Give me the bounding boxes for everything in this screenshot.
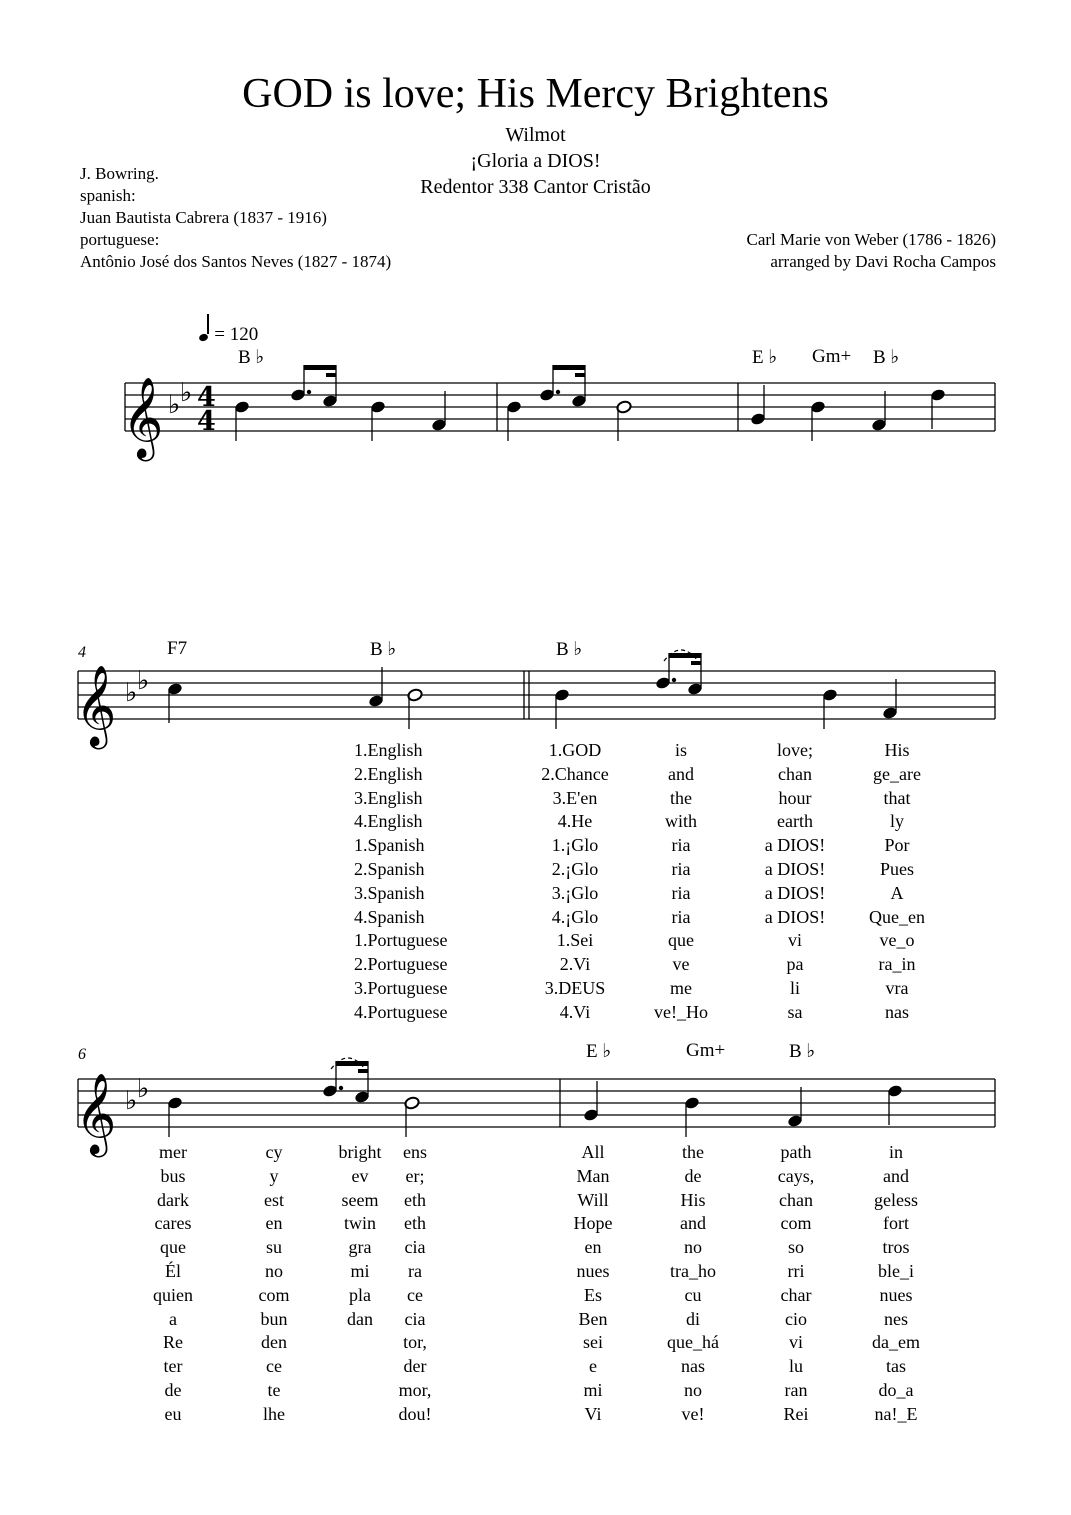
flat-icon: ♭ — [168, 390, 181, 420]
lyric-syllable: cy — [265, 1142, 283, 1162]
lyric-syllable: cia — [404, 1237, 426, 1258]
beam — [575, 373, 585, 377]
lyric-syllable: 3.¡Glo — [551, 882, 599, 903]
lyric-syllable: ter — [163, 1356, 183, 1377]
lyric-syllable: dan — [347, 1308, 373, 1329]
lyric-syllable: and — [680, 1213, 706, 1234]
lyric-syllable: di — [685, 1308, 700, 1329]
lyric-syllable: cio — [785, 1308, 807, 1329]
verse-label: 3.English — [354, 787, 423, 808]
lyric-syllable: mor, — [398, 1380, 432, 1400]
lyric-syllable: 3.DEUS — [544, 978, 606, 998]
treble-clef-icon: 𝄞 — [75, 1072, 117, 1154]
lyric-syllable: 4.¡Glo — [551, 906, 599, 927]
lyric-syllable: er; — [405, 1165, 425, 1186]
lyric-syllable: His — [884, 740, 910, 760]
poet-line: Juan Bautista Cabrera (1837 - 1916) — [80, 208, 327, 227]
chord-symbol: B ♭ — [238, 347, 265, 368]
beam — [669, 653, 701, 658]
lyric-syllable: nes — [884, 1308, 908, 1329]
lyric-syllable: with — [664, 811, 697, 832]
lyric-syllable: de — [164, 1380, 182, 1400]
lyric-syllable: te — [267, 1380, 281, 1400]
lyric-syllable: vi — [787, 930, 802, 951]
time-signature: 4 — [197, 406, 216, 437]
lyric-syllable: nues — [879, 1284, 913, 1305]
lyric-syllable: ce — [266, 1356, 282, 1377]
flat-icon: ♭ — [137, 1074, 150, 1104]
lyric-syllable: no — [684, 1380, 702, 1400]
lyric-syllable: tra_ho — [670, 1261, 716, 1281]
lyric-syllable: a DIOS! — [764, 882, 826, 903]
verse-label: 4.Spanish — [354, 906, 425, 927]
lyric-syllable: ble_i — [878, 1261, 914, 1281]
lyric-syllable: the — [670, 787, 692, 808]
chord-symbol: B ♭ — [370, 639, 397, 660]
lyric-syllable: Él — [165, 1261, 181, 1281]
time-signature: 4 — [197, 382, 216, 413]
lyric-syllable: dou! — [398, 1403, 432, 1424]
treble-clef-icon: 𝄞 — [75, 664, 117, 746]
lyric-syllable: ra_in — [878, 954, 916, 975]
beam — [326, 373, 336, 377]
lyric-syllable: chan — [779, 1189, 813, 1210]
lyric-syllable: 2.¡Glo — [551, 859, 599, 879]
subtitle-tune: Wilmot — [505, 124, 566, 146]
lyric-syllable: ens — [403, 1142, 427, 1162]
lyric-syllable: chan — [778, 763, 812, 784]
lyric-syllable: ev — [351, 1165, 369, 1186]
page-title: GOD is love; His Mercy Brightens — [242, 71, 829, 117]
chord-symbol: B ♭ — [789, 1041, 816, 1062]
lyric-syllable: eth — [404, 1189, 426, 1210]
lyric-syllable: 4.He — [557, 811, 593, 832]
lyric-syllable: ve!_Ho — [654, 1001, 708, 1022]
lyric-syllable: gra — [348, 1237, 372, 1258]
dot — [339, 1086, 343, 1090]
lyric-syllable: cia — [404, 1308, 426, 1329]
lyric-syllable: rri — [787, 1261, 805, 1281]
lyric-syllable: Re — [163, 1332, 183, 1353]
lyric-syllable: twin — [343, 1213, 376, 1234]
verse-label: 4.English — [354, 811, 423, 832]
lyric-syllable: mi — [583, 1380, 603, 1400]
verse-label: 3.Spanish — [354, 882, 425, 903]
measure-number: 6 — [78, 1046, 86, 1063]
lyric-syllable: que — [160, 1237, 186, 1258]
lyric-syllable: est — [264, 1189, 284, 1210]
beam — [691, 661, 701, 665]
beam — [304, 365, 336, 370]
lyric-syllable: sei — [583, 1332, 603, 1353]
composer-line: Carl Marie von Weber (1786 - 1826) — [746, 230, 996, 249]
lyric-syllable: 1.Sei — [556, 930, 594, 951]
lyric-syllable: ria — [671, 882, 691, 903]
lyric-syllable: ce — [407, 1284, 423, 1305]
chord-symbol: Gm+ — [686, 1040, 726, 1061]
lyric-syllable: ve_o — [879, 930, 915, 951]
lyric-syllable: ly — [889, 811, 904, 832]
treble-clef-icon: 𝄞 — [122, 376, 164, 458]
lyric-syllable: ve! — [681, 1403, 705, 1424]
beam — [336, 1061, 368, 1066]
lyric-syllable: Rei — [783, 1403, 809, 1424]
lyric-syllable: mer — [159, 1142, 187, 1162]
lyric-syllable: geless — [874, 1189, 918, 1210]
flat-icon: ♭ — [125, 1086, 138, 1116]
lyric-syllable: Vi — [584, 1403, 602, 1424]
beam — [358, 1069, 368, 1073]
lyric-syllable: tros — [882, 1237, 910, 1258]
lyric-syllable: that — [883, 787, 911, 808]
poet-line: J. Bowring. — [80, 164, 159, 183]
lyric-syllable: path — [780, 1142, 812, 1162]
verse-label: 1.Portuguese — [354, 930, 448, 951]
lyric-syllable: com — [258, 1284, 290, 1305]
lyric-syllable: vi — [788, 1332, 803, 1353]
lyric-syllable: lu — [788, 1356, 803, 1377]
lyric-syllable: que — [668, 930, 694, 951]
lyric-syllable: ria — [671, 859, 691, 879]
lyric-syllable: su — [265, 1237, 282, 1258]
lyric-syllable: e — [589, 1356, 597, 1377]
subtitle-hymnals: Redentor 338 Cantor Cristão — [420, 176, 651, 198]
lyric-syllable: a — [169, 1308, 177, 1329]
lyric-syllable: 1.GOD — [548, 740, 602, 760]
lyric-syllable: hour — [778, 787, 812, 808]
lyric-syllable: the — [682, 1142, 704, 1162]
lyric-syllable: en — [265, 1213, 283, 1234]
lyric-syllable: lhe — [263, 1403, 285, 1424]
verse-label: 2.Spanish — [354, 859, 425, 879]
flat-icon: ♭ — [180, 378, 193, 408]
lyric-syllable: love; — [777, 740, 813, 760]
chord-symbol: E ♭ — [752, 347, 778, 368]
lyric-syllable: a DIOS! — [764, 906, 826, 927]
lyric-syllable: mi — [350, 1261, 370, 1281]
poet-line: spanish: — [80, 186, 136, 205]
chord-symbol: Gm+ — [812, 346, 852, 367]
lyric-syllable: nues — [576, 1261, 610, 1281]
lyric-syllable: pla — [349, 1284, 371, 1305]
lyric-syllable: Es — [584, 1284, 602, 1305]
lyric-syllable: ran — [784, 1380, 808, 1400]
lyric-syllable: char — [780, 1284, 812, 1305]
lyric-syllable: cares — [154, 1213, 192, 1234]
lyric-syllable: quien — [153, 1284, 193, 1305]
lyric-syllable: 2.Chance — [541, 763, 609, 784]
lyric-syllable: na!_E — [874, 1403, 918, 1424]
verse-label: 1.English — [354, 740, 423, 760]
lyric-syllable: der — [403, 1356, 427, 1377]
lyric-syllable: no — [265, 1261, 283, 1281]
lyric-syllable: que_há — [667, 1332, 719, 1353]
chord-symbol: F7 — [167, 638, 188, 659]
lyric-syllable: earth — [777, 811, 813, 832]
lyric-syllable: nas — [681, 1356, 705, 1377]
verse-label: 2.English — [354, 763, 423, 784]
lyric-syllable: His — [680, 1189, 706, 1210]
lyric-syllable: ra — [408, 1261, 422, 1281]
lyric-syllable: do_a — [878, 1380, 914, 1400]
lyric-syllable: bus — [160, 1165, 186, 1186]
subtitle-spanish: ¡Gloria a DIOS! — [470, 150, 601, 172]
lyric-syllable: ge_are — [873, 763, 921, 784]
lyric-syllable: tas — [886, 1356, 906, 1377]
lyric-syllable: Que_en — [869, 906, 925, 927]
verse-label: 2.Portuguese — [354, 954, 448, 975]
verse-label: 4.Portuguese — [354, 1001, 448, 1022]
lyric-syllable: seem — [341, 1189, 379, 1210]
lyric-syllable: sa — [787, 1001, 803, 1022]
lyric-syllable: da_em — [872, 1332, 920, 1353]
tempo-mark: = 120 — [199, 320, 258, 346]
lyric-syllable: in — [888, 1142, 903, 1162]
lyric-syllable: Pues — [879, 859, 914, 879]
lyric-syllable: 3.E'en — [552, 787, 598, 808]
lyric-syllable: Will — [577, 1189, 609, 1210]
lyric-syllable: den — [261, 1332, 287, 1353]
lyric-syllable: cays, — [777, 1165, 815, 1186]
lyric-syllable: Man — [576, 1165, 610, 1186]
lyric-syllable: ria — [671, 835, 691, 856]
lyric-syllable: vra — [885, 978, 909, 998]
lyric-syllable: fort — [883, 1213, 909, 1234]
lyric-syllable: en — [584, 1237, 602, 1258]
chord-symbol: B ♭ — [873, 347, 900, 368]
lyric-syllable: nas — [885, 1001, 909, 1022]
lyric-syllable: de — [684, 1165, 702, 1186]
lyric-syllable: 4.Vi — [559, 1001, 591, 1022]
flat-icon: ♭ — [137, 666, 150, 696]
lyric-syllable: 2.Vi — [559, 954, 591, 975]
lyric-syllable: and — [883, 1165, 909, 1186]
lyric-syllable: Hope — [573, 1213, 613, 1234]
chord-symbol: E ♭ — [586, 1041, 612, 1062]
verse-label: 1.Spanish — [354, 835, 425, 856]
poet-line: Antônio José dos Santos Neves (1827 - 1874) — [80, 252, 392, 271]
dot — [672, 678, 676, 682]
lyric-syllable: cu — [684, 1284, 702, 1305]
poet-line: portuguese: — [80, 230, 160, 249]
lyric-syllable: eu — [164, 1403, 182, 1424]
lyric-syllable: A — [890, 882, 904, 903]
lyric-syllable: bright — [338, 1142, 382, 1162]
flat-icon: ♭ — [125, 678, 138, 708]
verse-label: 3.Portuguese — [354, 978, 448, 998]
lyric-syllable: so — [787, 1237, 804, 1258]
lyric-syllable: and — [668, 763, 694, 784]
dot — [556, 390, 560, 394]
lyric-syllable: com — [780, 1213, 812, 1234]
lyric-syllable: Por — [884, 835, 910, 856]
lyric-syllable: dark — [157, 1189, 189, 1210]
beam — [553, 365, 585, 370]
lyric-syllable: no — [684, 1237, 702, 1258]
lyric-syllable: bun — [260, 1308, 288, 1329]
measure-number: 4 — [78, 644, 86, 661]
lyric-syllable: ria — [671, 906, 691, 927]
lyric-syllable: tor, — [403, 1332, 427, 1353]
lyric-syllable: is — [674, 740, 687, 760]
lyric-syllable: eth — [404, 1213, 426, 1234]
lyric-syllable: me — [670, 978, 692, 998]
lyric-syllable: Ben — [578, 1308, 608, 1329]
chord-symbol: B ♭ — [556, 639, 583, 660]
lyric-syllable: All — [581, 1142, 605, 1162]
arranger-line: arranged by Davi Rocha Campos — [770, 252, 996, 271]
lyric-syllable: y — [269, 1165, 279, 1186]
lyric-syllable: pa — [786, 954, 804, 975]
lyric-syllable: 1.¡Glo — [551, 835, 599, 856]
dot — [307, 390, 311, 394]
lyric-syllable: a DIOS! — [764, 859, 826, 879]
lyric-syllable: ve — [672, 954, 690, 975]
lyric-syllable: a DIOS! — [764, 835, 826, 856]
lyric-syllable: li — [789, 978, 800, 998]
